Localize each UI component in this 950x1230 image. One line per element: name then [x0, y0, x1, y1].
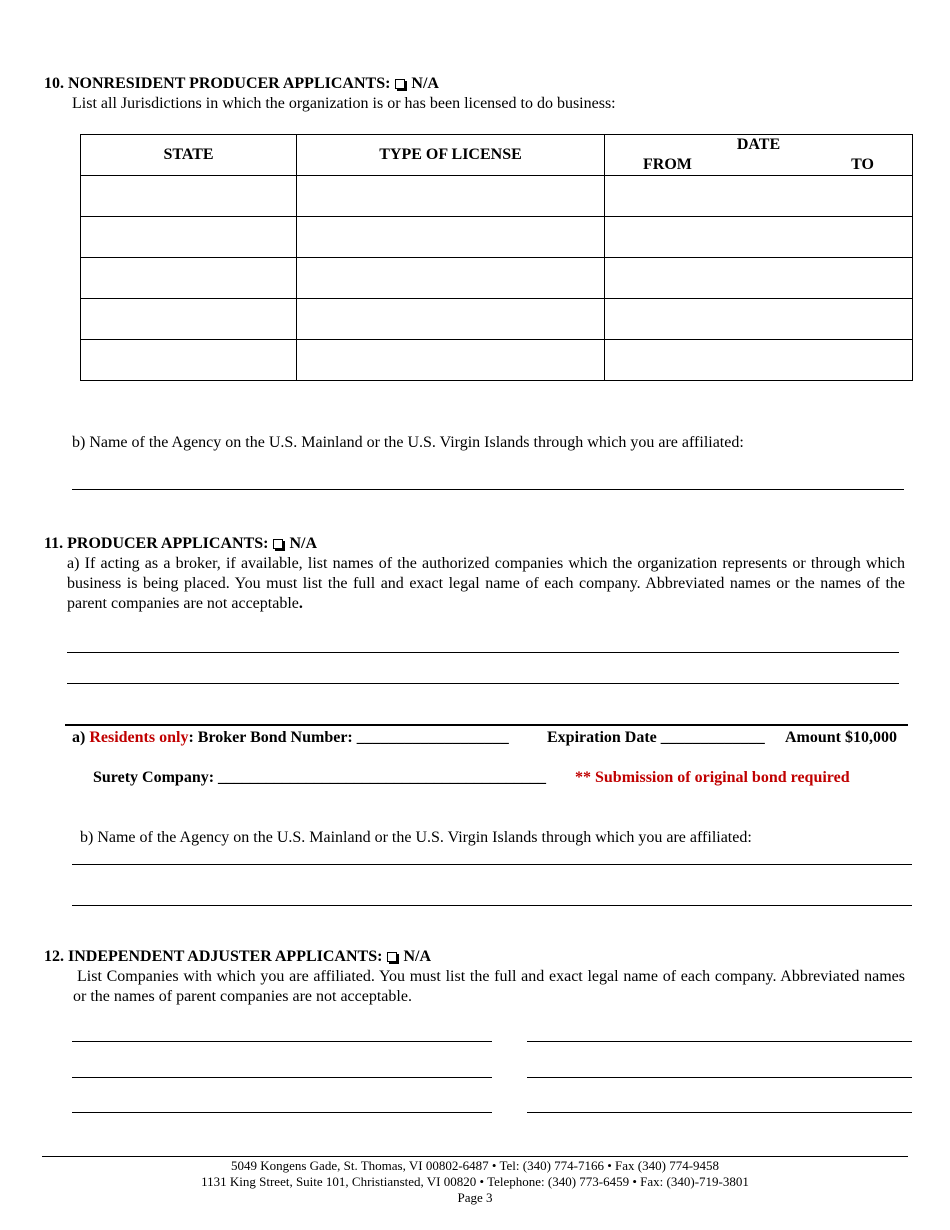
table-row: [81, 217, 913, 258]
agency-line-11[interactable]: [72, 864, 912, 865]
section-12-text: List Companies with which you are affiliated. You must list the full and exact legal name of each company. Abbreviated names or the names of parent companies are not acceptable.: [73, 968, 905, 1005]
license-type-cell[interactable]: [297, 217, 605, 258]
adjuster-company-line[interactable]: [72, 1077, 492, 1078]
date-label: DATE: [736, 136, 781, 153]
surety-company-field[interactable]: Surety Company: _________________________________________: [93, 769, 547, 786]
license-type-cell[interactable]: [297, 258, 605, 299]
section-11-heading: 11. PRODUCER APPLICANTS: N/A: [44, 535, 318, 552]
bond-number-field[interactable]: : Broker Bond Number: ___________________: [188, 729, 509, 746]
license-type-cell[interactable]: [297, 299, 605, 340]
section-10-heading: 10. NONRESIDENT PRODUCER APPLICANTS: N/A: [44, 75, 439, 92]
table-row: [81, 258, 913, 299]
table-row: [81, 176, 913, 217]
date-cell[interactable]: [605, 299, 913, 340]
company-line[interactable]: [67, 683, 899, 684]
to-label: TO: [851, 156, 874, 173]
col-state-header: STATE: [81, 135, 297, 176]
state-cell[interactable]: [81, 299, 297, 340]
section-11-a-text: a) If acting as a broker, if available, list names of the authorized companies which the organization represents or through which business is being placed. You must list the full and exact legal name of each company. Abbreviated names or the names of the parent companies are not acceptable.: [67, 555, 905, 612]
date-cell[interactable]: [605, 340, 913, 381]
section-12-heading: 12. INDEPENDENT ADJUSTER APPLICANTS: N/A: [44, 948, 431, 965]
adjuster-company-line[interactable]: [72, 1112, 492, 1113]
date-cell[interactable]: [605, 217, 913, 258]
amount-label: Amount $10,000: [785, 729, 898, 746]
state-cell[interactable]: [81, 217, 297, 258]
agency-line-10[interactable]: [72, 489, 904, 490]
na-checkbox-10[interactable]: [395, 79, 405, 89]
residents-only-label: Residents only: [89, 729, 189, 746]
page-number: Page 3: [457, 1190, 493, 1205]
license-table-header: [81, 135, 913, 176]
col-date-header: [605, 135, 913, 176]
adjuster-company-line[interactable]: [72, 1041, 492, 1042]
state-cell[interactable]: [81, 340, 297, 381]
table-row: [81, 340, 913, 381]
license-type-cell[interactable]: [297, 176, 605, 217]
footer-address-1: 5049 Kongens Gade, St. Thomas, VI 00802-6487 • Tel: (340) 774-7166 • Fax (340) 774-9458: [230, 1158, 720, 1173]
col-type-header: TYPE OF LICENSE: [297, 135, 605, 176]
adjuster-company-line[interactable]: [527, 1112, 912, 1113]
section-10-intro: List all Jurisdictions in which the organization is or has been licensed to do business:: [72, 95, 616, 112]
table-row: [81, 299, 913, 340]
na-checkbox-11[interactable]: [273, 539, 283, 549]
from-label: FROM: [643, 156, 692, 173]
footer-divider: [42, 1156, 908, 1157]
license-table: [80, 134, 913, 381]
divider: [65, 724, 908, 726]
state-cell[interactable]: [81, 176, 297, 217]
state-cell[interactable]: [81, 258, 297, 299]
section-10-b-text: b) Name of the Agency on the U.S. Mainland or the U.S. Virgin Islands through which you are affiliated:: [72, 434, 744, 451]
surety-note: ** Submission of original bond required: [575, 769, 850, 786]
adjuster-company-line[interactable]: [527, 1077, 912, 1078]
date-cell[interactable]: [605, 176, 913, 217]
license-type-cell[interactable]: [297, 340, 605, 381]
date-cell[interactable]: [605, 258, 913, 299]
expiration-date-field[interactable]: Expiration Date _____________: [547, 729, 765, 746]
company-line[interactable]: [67, 652, 899, 653]
section-11-b-text: b) Name of the Agency on the U.S. Mainland or the U.S. Virgin Islands through which you are affiliated:: [80, 829, 752, 846]
footer-address-2: 1131 King Street, Suite 101, Christiansted, VI 00820 • Telephone: (340) 773-6459 • Fax: (340)-719-3801: [201, 1174, 749, 1189]
adjuster-company-line[interactable]: [527, 1041, 912, 1042]
agency-line-11[interactable]: [72, 905, 912, 906]
na-checkbox-12[interactable]: [387, 952, 397, 962]
bond-line: a) Residents only: Broker Bond Number: ___________________: [72, 729, 509, 746]
